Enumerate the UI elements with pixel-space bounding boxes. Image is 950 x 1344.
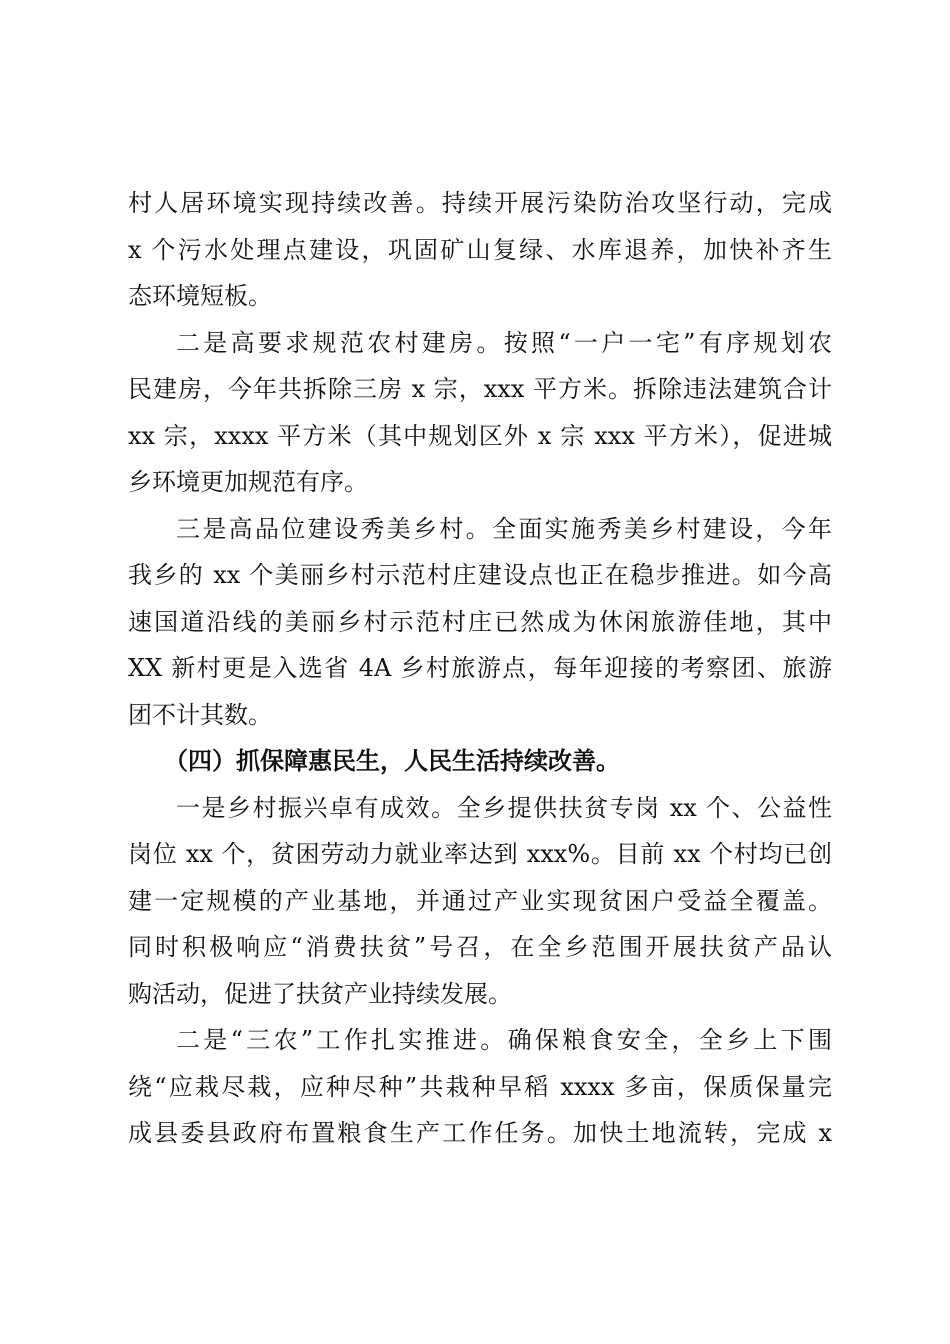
text-line: 成县委县政府布置粮食生产工作任务。加快土地流转，完成 x — [128, 1119, 832, 1147]
paragraph-rural-revitalization — [128, 785, 832, 1018]
section-heading-livelihood — [128, 738, 832, 785]
text-line: 建一定规模的产业基地，并通过产业实现贫困户受益全覆盖。 — [128, 886, 832, 915]
text-line: x 个污水处理点建设，巩固矿山复绿、水库退养，加快补齐生 — [128, 235, 832, 264]
text-line: 同时积极响应“消费扶贫”号召，在全乡范围开展扶贫产品认 — [128, 933, 832, 961]
paragraph-agriculture — [128, 1017, 832, 1157]
text-line: 购活动，促进了扶贫产业持续发展。 — [128, 979, 512, 1008]
text-line: 三是高品位建设秀美乡村。全面实施秀美乡村建设，今年 — [176, 514, 832, 543]
document-body — [128, 180, 832, 1157]
text-line: 速国道沿线的美丽乡村示范村庄已然成为休闲旅游佳地，其中 — [128, 607, 832, 636]
text-line: xx 宗，xxxx 平方米（其中规划区外 x 宗 xxx 平方米），促进城 — [128, 421, 832, 450]
paragraph-rural-housing — [128, 320, 832, 506]
text-line: 绕“应栽尽栽，应种尽种”共栽种早稻 xxxx 多亩，保质保量完 — [128, 1072, 832, 1101]
text-line: 二是高要求规范农村建房。按照“一户一宅”有序规划农 — [176, 328, 832, 357]
text-line: 乡环境更加规范有序。 — [128, 468, 368, 496]
text-line: 岗位 xx 个，贫困劳动力就业率达到 xxx%。目前 xx 个村均已创 — [128, 840, 832, 868]
section-heading-text: （四）抓保障惠民生，人民生活持续改善。 — [164, 746, 620, 775]
text-line: 一是乡村振兴卓有成效。全乡提供扶贫专岗 xx 个、公益性 — [176, 793, 832, 822]
text-line: 态环境短板。 — [128, 282, 272, 310]
paragraph-beautiful-village — [128, 506, 832, 739]
paragraph-environment-continuation — [128, 180, 832, 320]
text-line: XX 新村更是入选省 4A 乡村旅游点，每年迎接的考察团、旅游 — [128, 654, 832, 682]
text-line: 民建房，今年共拆除三房 x 宗，xxx 平方米。拆除违法建筑合计 — [128, 375, 832, 403]
text-line: 村人居环境实现持续改善。持续开展污染防治攻坚行动，完成 — [128, 189, 832, 217]
text-line: 团不计其数。 — [128, 700, 272, 729]
text-line: 二是“三农”工作扎实推进。确保粮食安全，全乡上下围 — [176, 1026, 832, 1054]
text-line: 我乡的 xx 个美丽乡村示范村庄建设点也正在稳步推进。如今高 — [128, 561, 832, 589]
